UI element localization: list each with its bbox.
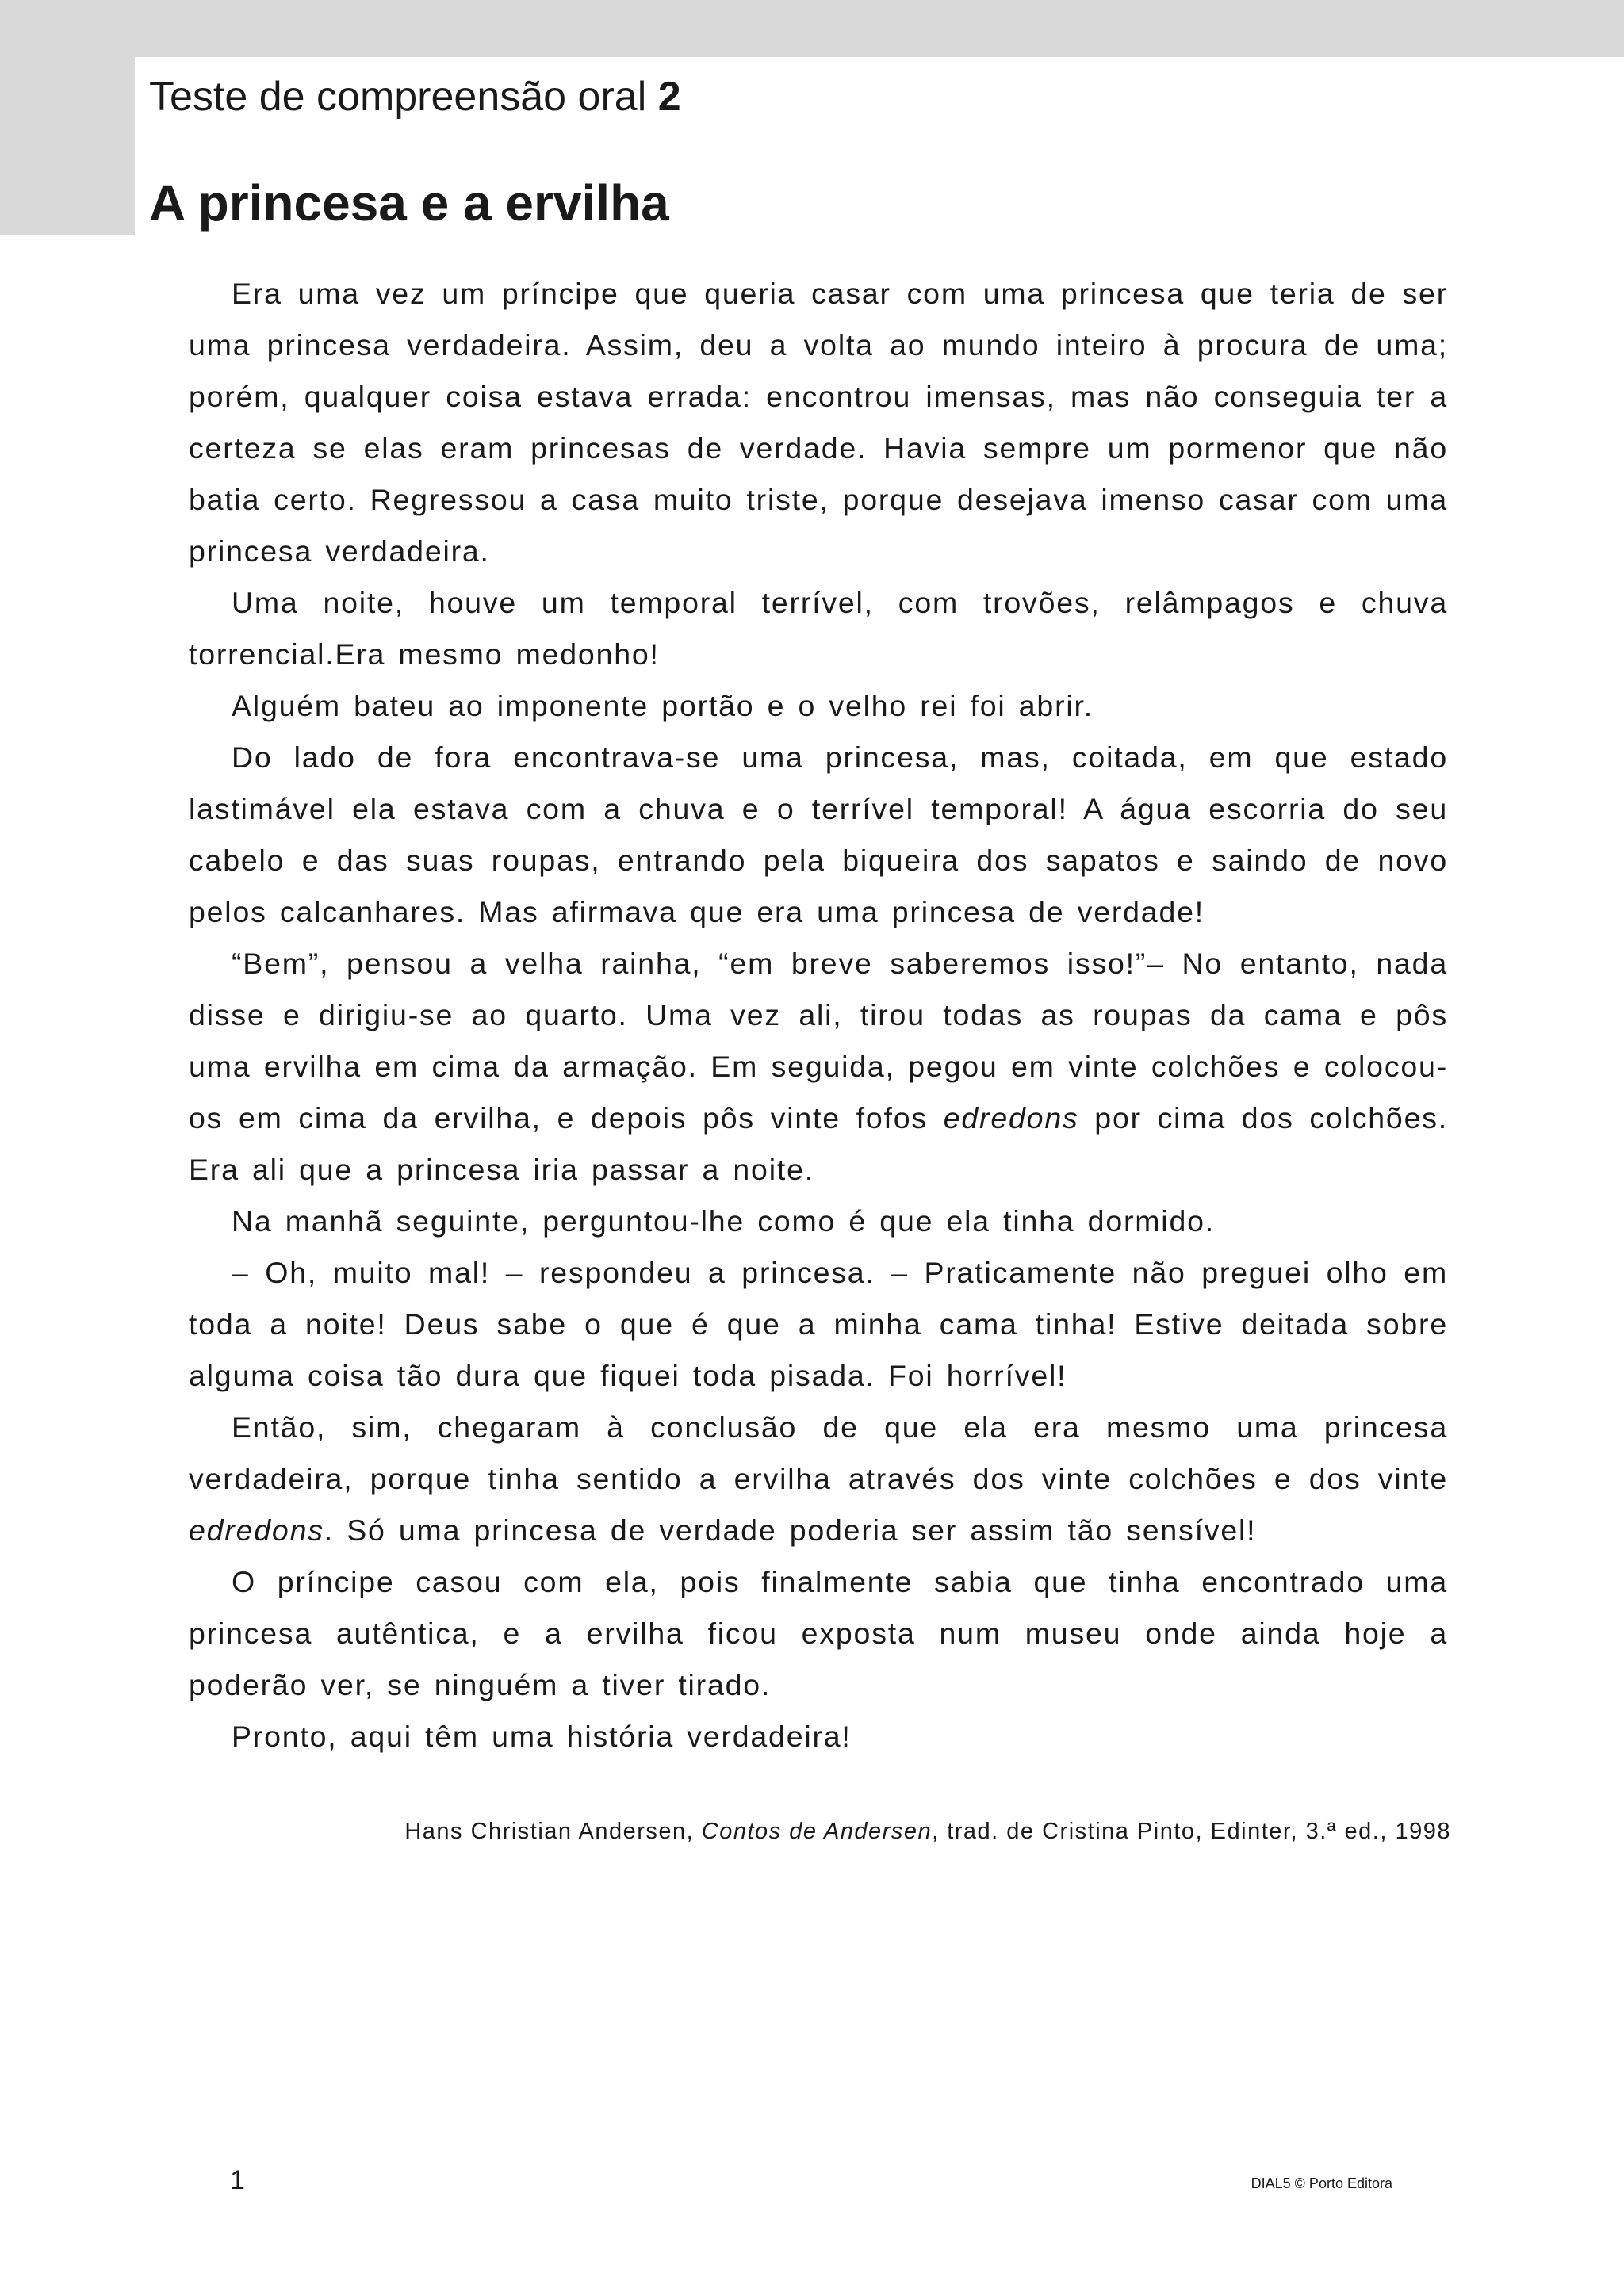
publisher-credit: DIAL5 © Porto Editora — [1251, 2175, 1392, 2191]
paragraph-text: Pronto, aqui têm uma história verdadeira! — [232, 1720, 852, 1753]
paragraph — [189, 680, 1448, 732]
source-citation — [404, 1816, 1451, 1847]
paragraph-text: O príncipe casou com ela, pois finalmente sabia que tinha encontrado uma princesa autêntica, e a ervilha ficou exposta num museu onde ainda hoje a poderão ver, se ninguém a tiver tirado. — [189, 1565, 1448, 1701]
italic-term: edredons — [189, 1513, 324, 1547]
paragraph — [189, 1402, 1448, 1556]
paragraph — [189, 268, 1448, 577]
source-author: Hans Christian Andersen, — [404, 1819, 702, 1844]
italic-term: edredons — [943, 1101, 1079, 1135]
paragraph — [189, 1247, 1448, 1402]
paragraph — [189, 938, 1448, 1196]
paragraph-text: Então, sim, chegaram à conclusão de que ela era mesmo uma princesa verdadeira, porque tinha sentido a ervilha através dos vinte colchões e dos vinte — [189, 1410, 1448, 1495]
paragraph-text: – Oh, muito mal! – respondeu a princesa. – Praticamente não preguei olho em toda a noite! Deus sabe o que é que a minha cama tinha! Estive deitada sobre alguma coisa tão dura que fiquei toda pisada. Foi horrível! — [189, 1256, 1448, 1392]
story-body — [189, 268, 1448, 1762]
test-number: 2 — [657, 74, 681, 120]
header-side-block — [0, 0, 135, 235]
story-title: A princesa e a ervilha — [149, 174, 669, 232]
paragraph-text: Na manhã seguinte, perguntou-lhe como é que ela tinha dormido. — [232, 1204, 1215, 1238]
paragraph-text: Alguém bateu ao imponente portão e o velho rei foi abrir. — [232, 689, 1094, 722]
header-band — [0, 0, 1624, 57]
page-number: 1 — [230, 2165, 245, 2195]
paragraph-text: Do lado de fora encontrava-se uma princesa, mas, coitada, em que estado lastimável ela estava com a chuva e o terrível temporal! A água escorria do seu cabelo e das suas roupas, entrando pela biqueira dos sapatos e saindo de novo pelos calcanhares. Mas afirmava que era uma princesa de verdade! — [189, 740, 1448, 928]
paragraph — [189, 1196, 1448, 1247]
paragraph — [189, 732, 1448, 938]
paragraph-text: “Bem”, pensou a velha rainha, “em breve saberemos isso!”– No entanto, nada disse e dirigiu-se ao quarto. Uma vez ali, tirou todas as roupas da cama e pôs uma ervilha em cima da armação. Em seguida, pegou em vinte colchões e colocou-os em cima da ervilha, e depois pôs vinte fofos — [189, 947, 1448, 1135]
source-details: , trad. de Cristina Pinto, Edinter, 3.ª ed., 1998 — [932, 1819, 1451, 1844]
test-label-text: Teste de compreensão oral — [149, 74, 647, 120]
paragraph-text: Era uma vez um príncipe que queria casar com uma princesa que teria de ser uma princesa verdadeira. Assim, deu a volta ao mundo inteiro à procura de uma; porém, qualquer coisa estava errada: encontrou imensas, mas não conseguia ter a certeza se elas eram princesas de verdade. Havia sempre um pormenor que não batia certo. Regressou a casa muito triste, porque desejava imenso casar com uma princesa verdadeira. — [189, 277, 1448, 568]
paragraph-text: . Só uma princesa de verdade poderia ser assim tão sensível! — [324, 1513, 1257, 1547]
paragraph-text: Uma noite, houve um temporal terrível, com trovões, relâmpagos e chuva torrencial.Era mesmo medonho! — [189, 586, 1448, 671]
source-work: Contos de Andersen — [701, 1819, 933, 1844]
paragraph-text: por cima dos colchões. Era ali que a princesa iria passar a noite. — [189, 1101, 1449, 1186]
test-label — [149, 68, 681, 125]
paragraph — [189, 577, 1448, 680]
paragraph — [189, 1556, 1448, 1711]
paragraph — [189, 1711, 1448, 1762]
